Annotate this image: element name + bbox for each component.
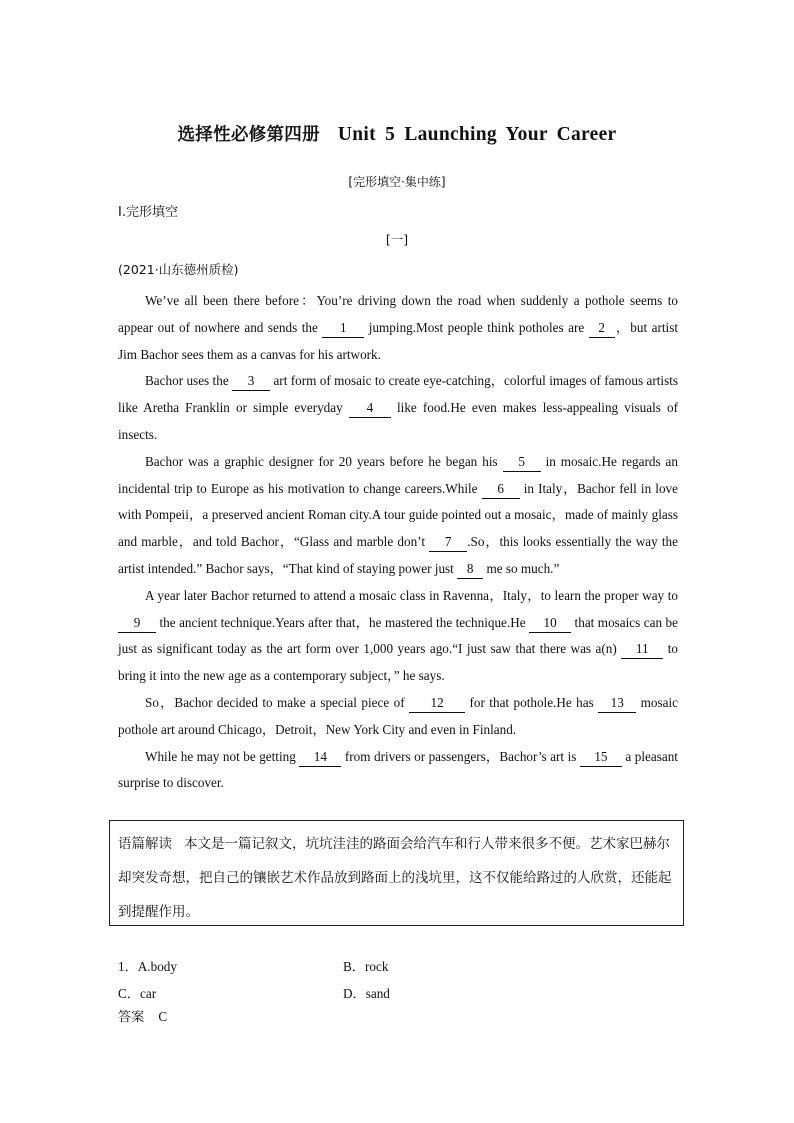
- blank-13: 13: [598, 694, 636, 713]
- blank-8: 8: [457, 560, 483, 579]
- answer-label: 答案: [118, 1010, 145, 1025]
- paragraph-1: We’ve all been there before：You’re driving down the road when suddenly a pothole seems to appear out of nowhere and sends the 1 jumping.Most people think potholes are 2 ，but artist Jim Bachor sees them as a canvas for his artwork.: [118, 293, 678, 362]
- option-a: 1．A.body: [118, 959, 177, 974]
- blank-11: 11: [621, 640, 663, 659]
- option-d: D．sand: [343, 986, 390, 1001]
- blank-7: 7: [429, 533, 467, 552]
- summary-label: 语篇解读: [118, 836, 172, 852]
- summary-text: 本文是一篇记叙文，坑坑洼洼的路面会给汽车和行人带来很多不便。艺术家巴赫尔却突发奇想，把自己的镶嵌艺术作品放到路面上的浅坑里，这不仅能给路过的人欣赏，还能起到提醒作用。: [118, 836, 672, 920]
- page-title: [0, 121, 794, 146]
- source-note: (2021·山东德州质检): [118, 262, 239, 277]
- title-english: Unit 5 Launching Your Career: [337, 124, 617, 145]
- paragraph-5: So，Bachor decided to make a special piece of 12 for that pothole.He has 13 mosaic pothole art around Chicago，Detroit，New York City and even in Finland.: [118, 694, 678, 737]
- blank-15: 15: [580, 748, 622, 767]
- paragraph-4: A year later Bachor returned to attend a mosaic class in Ravenna，Italy，to learn the proper way to 9 the ancient technique.Years after that，he mastered the technique.He 10 that mosaics can be just as significant today as the art form over 1,000 years ago.“I just saw that there was a(n) 11 to bring it into the new age as a contemporary subject，” he says.: [118, 587, 679, 684]
- blank-12: 12: [409, 694, 465, 713]
- answer-value: C: [158, 1009, 168, 1024]
- exercise-subtitle: [完形填空·集中练]: [348, 175, 446, 189]
- blank-14: 14: [299, 748, 341, 767]
- blank-1: 1: [322, 319, 364, 338]
- blank-2: 2: [589, 319, 615, 338]
- blank-4: 4: [349, 399, 391, 418]
- blank-3: 3: [232, 372, 270, 391]
- section-heading: Ⅰ.完形填空: [118, 205, 178, 220]
- blank-9: 9: [118, 614, 156, 633]
- option-c: C．car: [118, 986, 157, 1001]
- passage-summary-box: [109, 820, 684, 926]
- question-1-options: [118, 953, 678, 1007]
- cloze-passage: [118, 288, 678, 797]
- blank-5: 5: [503, 453, 541, 472]
- blank-6: 6: [482, 480, 520, 499]
- option-b: B．rock: [343, 959, 389, 974]
- paragraph-2: Bachor uses the 3 art form of mosaic to create eye-catching，colorful images of famous artists like Aretha Franklin or simple everyday 4 like food.He even makes less-appealing visuals of insects.: [118, 373, 679, 442]
- paragraph-3: Bachor was a graphic designer for 20 years before he began his 5 in mosaic.He regards an incidental trip to Europe as his motivation to change careers.While 6 in Italy，Bachor fell in love with Pompeii，a preserved ancient Roman city.A tour guide pointed out a mosaic，made of mainly glass and marble，and told Bachor，“Glass and marble don’t 7 .So，this looks essentially the way the artist intended.” Bachor says，“That kind of staying power just 8 me so much.”: [118, 449, 678, 583]
- blank-10: 10: [529, 614, 571, 633]
- part-heading: [一]: [385, 232, 409, 247]
- title-chinese: 选择性必修第四册: [177, 125, 320, 145]
- answer-line: [118, 1006, 167, 1025]
- paragraph-6: While he may not be getting 14 from drivers or passengers，Bachor’s art is 15 a pleasant surprise to discover.: [118, 748, 678, 791]
